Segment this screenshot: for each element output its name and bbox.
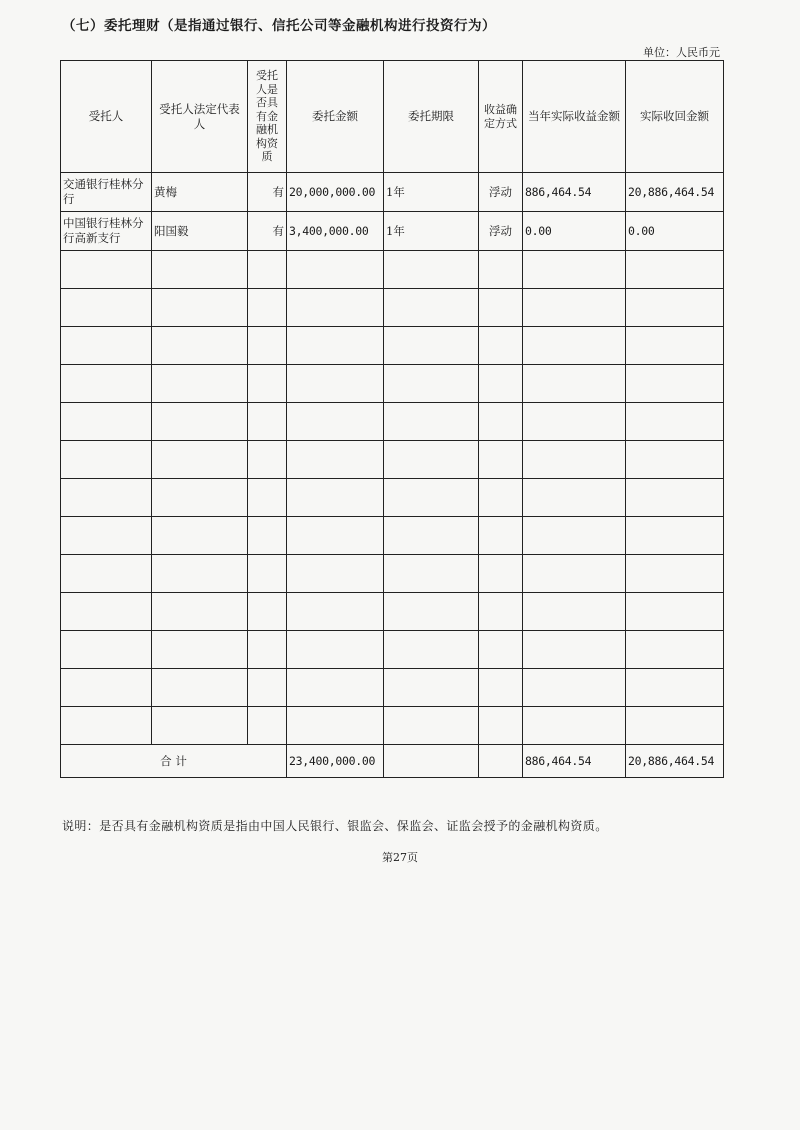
empty-row <box>61 631 724 669</box>
cell-actual-income: 0.00 <box>523 212 626 251</box>
cell-legal-rep: 黄梅 <box>152 173 248 212</box>
total-label: 合 计 <box>61 745 287 778</box>
header-income-method: 收益确定方式 <box>479 61 523 173</box>
empty-row <box>61 251 724 289</box>
header-amount: 委托金额 <box>287 61 384 173</box>
explanatory-note: 说明：是否具有金融机构资质是指由中国人民银行、银监会、保监会、证监会授予的金融机构资质。 <box>62 819 608 833</box>
header-term: 委托期限 <box>384 61 479 173</box>
section-title: （七）委托理财（是指通过银行、信托公司等金融机构进行投资行为） <box>62 18 496 34</box>
header-actual-income: 当年实际收益金额 <box>523 61 626 173</box>
empty-row <box>61 669 724 707</box>
empty-row <box>61 365 724 403</box>
empty-row <box>61 517 724 555</box>
cell-trustee: 中国银行桂林分行高新支行 <box>61 212 152 251</box>
cell-actual-recovered: 20,886,464.54 <box>626 173 724 212</box>
page-number: 第27页 <box>382 851 418 864</box>
cell-qualified: 有 <box>248 173 287 212</box>
empty-row <box>61 707 724 745</box>
total-row <box>61 745 724 778</box>
empty-row <box>61 403 724 441</box>
header-trustee: 受托人 <box>61 61 152 173</box>
header-row <box>61 61 724 173</box>
cell-amount: 3,400,000.00 <box>287 212 384 251</box>
cell-actual-recovered: 0.00 <box>626 212 724 251</box>
header-legal-rep: 受托人法定代表人 <box>152 61 248 173</box>
empty-row <box>61 289 724 327</box>
header-actual-recovered: 实际收回金额 <box>626 61 724 173</box>
cell-actual-income: 886,464.54 <box>523 173 626 212</box>
cell-trustee: 交通银行桂林分行 <box>61 173 152 212</box>
table-row <box>61 173 724 212</box>
cell-term: 1年 <box>384 173 479 212</box>
cell-amount: 20,000,000.00 <box>287 173 384 212</box>
empty-row <box>61 327 724 365</box>
cell-legal-rep: 阳国毅 <box>152 212 248 251</box>
total-actual-income: 886,464.54 <box>523 745 626 778</box>
cell-income-method: 浮动 <box>479 173 523 212</box>
empty-row <box>61 593 724 631</box>
empty-row <box>61 479 724 517</box>
total-actual-recovered: 20,886,464.54 <box>626 745 724 778</box>
table-row <box>61 212 724 251</box>
cell-term: 1年 <box>384 212 479 251</box>
cell-income-method: 浮动 <box>479 212 523 251</box>
cell-qualified: 有 <box>248 212 287 251</box>
total-amount: 23,400,000.00 <box>287 745 384 778</box>
entrusted-wealth-table <box>60 60 724 778</box>
empty-row <box>61 555 724 593</box>
header-qualified: 受托人是否具有金融机构资质 <box>248 61 287 173</box>
empty-row <box>61 441 724 479</box>
unit-label: 单位：人民币元 <box>643 46 720 59</box>
